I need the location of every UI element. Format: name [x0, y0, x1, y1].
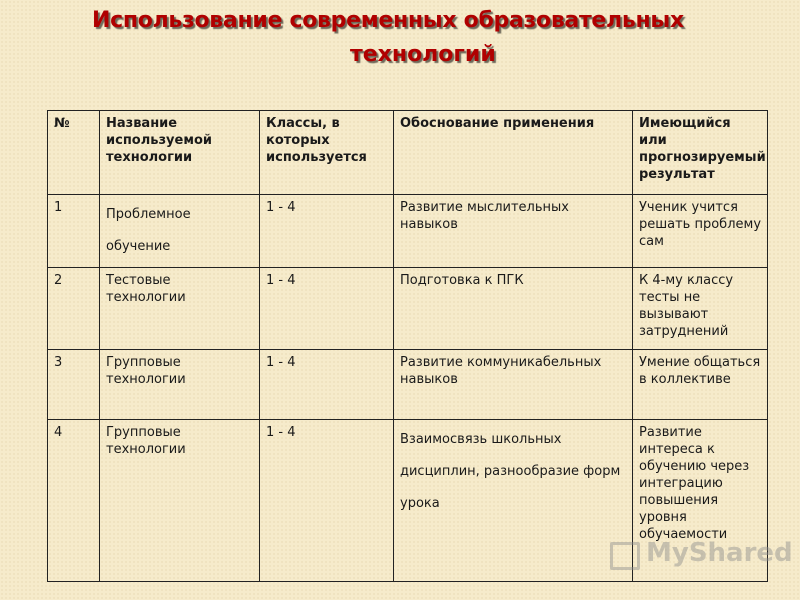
title-line-1: Использование современных образовательных: [92, 8, 684, 33]
cell-technology-name: [100, 195, 260, 268]
cell-justification: Подготовка к ПГК: [394, 268, 633, 350]
technologies-table: [47, 110, 768, 582]
cell-result: Развитие интереса к обучению через интеграцию повышения уровня обучаемости: [633, 420, 768, 582]
cell-number: 2: [48, 268, 100, 350]
cell-technology-name: Тестовые технологии: [100, 268, 260, 350]
cell-result: Умение общаться в коллективе: [633, 350, 768, 420]
header-grades: Классы, в которых используется: [260, 111, 394, 195]
cell-justification: Развитие коммуникабельных навыков: [394, 350, 633, 420]
cell-text: Взаимосвязь школьных дисциплин, разнообразие форм урока: [400, 432, 621, 511]
cell-grades: 1 - 4: [260, 350, 394, 420]
header-row: [48, 111, 768, 195]
table-row: [48, 268, 768, 350]
cell-justification: [394, 420, 633, 582]
watermark-text: MyShared: [646, 538, 793, 568]
cell-grades: 1 - 4: [260, 420, 394, 582]
header-justification: Обоснование применения: [394, 111, 633, 195]
header-result: Имеющийся или прогнозируемый результат: [633, 111, 768, 195]
header-technology-name: Название используемой технологии: [100, 111, 260, 195]
cell-justification: Развитие мыслительных навыков: [394, 195, 633, 268]
cell-grades: 1 - 4: [260, 268, 394, 350]
title-line-2: технологий: [350, 42, 496, 67]
cell-number: 3: [48, 350, 100, 420]
header-number: №: [48, 111, 100, 195]
cell-result: Ученик учится решать проблему сам: [633, 195, 768, 268]
cell-text: Проблемное обучение: [106, 207, 191, 254]
slide-title: [0, 8, 800, 68]
presentation-icon: [610, 542, 640, 570]
table-row: [48, 195, 768, 268]
cell-number: 1: [48, 195, 100, 268]
cell-number: 4: [48, 420, 100, 582]
cell-grades: 1 - 4: [260, 195, 394, 268]
table-row: [48, 350, 768, 420]
cell-result: К 4-му классу тесты не вызывают затруднений: [633, 268, 768, 350]
cell-technology-name: Групповые технологии: [100, 350, 260, 420]
cell-technology-name: Групповые технологии: [100, 420, 260, 582]
watermark: [610, 538, 793, 578]
